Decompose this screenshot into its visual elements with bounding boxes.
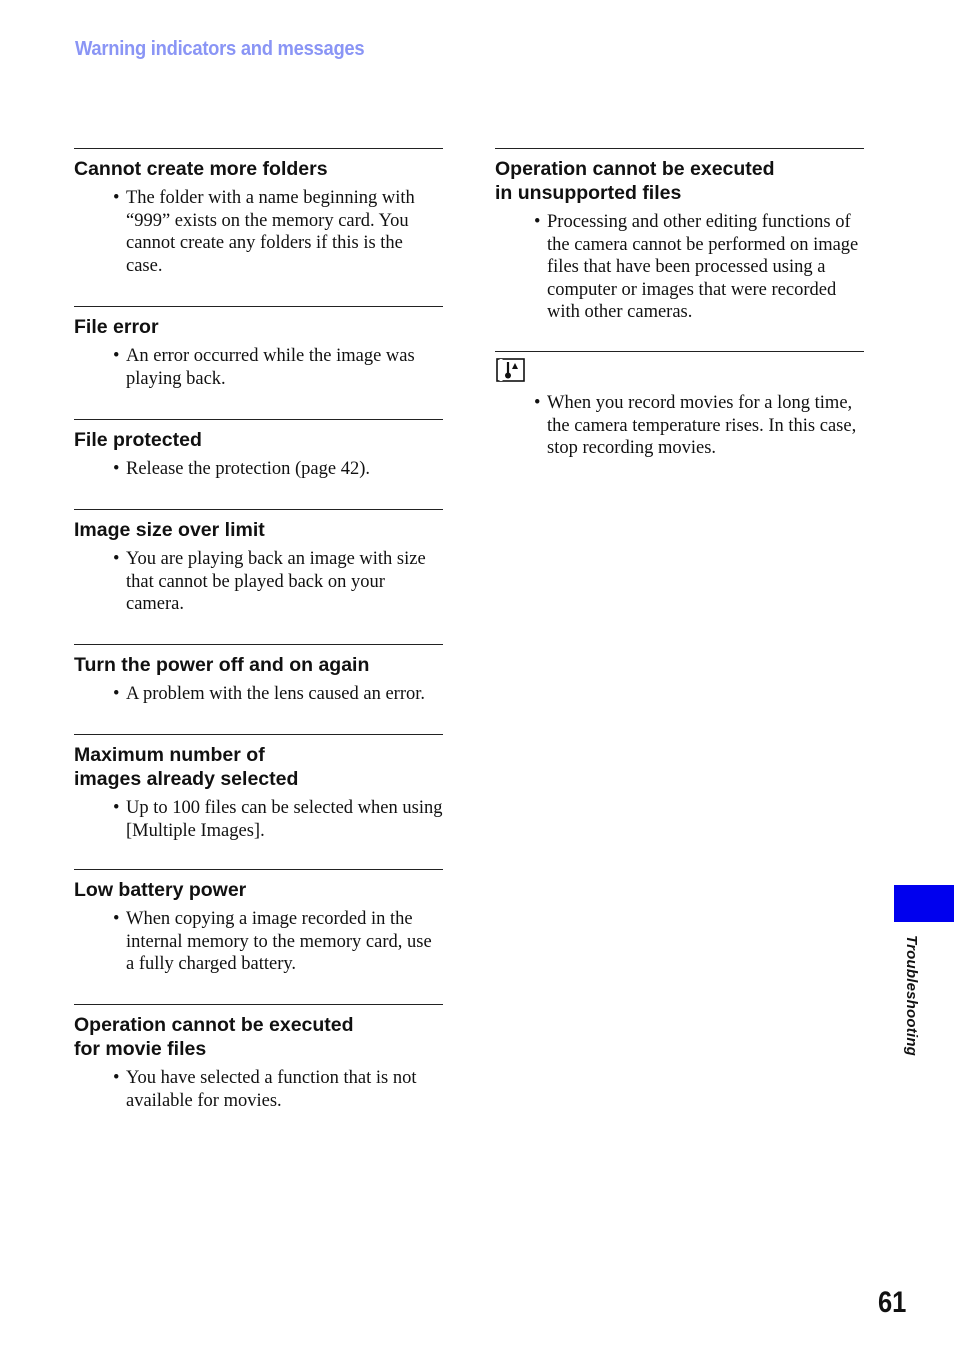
message-title-line: in unsupported files: [495, 182, 682, 204]
message-max-images-selected: [74, 734, 443, 869]
message-file-protected: [74, 419, 443, 509]
message-title-line: Maximum number of: [74, 744, 265, 766]
message-description: • You have selected a function that is not available for movies.: [126, 1067, 443, 1112]
message-title: Cannot create more folders: [74, 158, 328, 180]
temperature-warning-icon: [495, 357, 527, 388]
message-title: [74, 743, 443, 791]
message-low-battery: [74, 869, 443, 1004]
message-description: • When copying a image recorded in the internal memory to the memory card, use a fully charged battery.: [126, 908, 443, 976]
message-description: • The folder with a name beginning with “999” exists on the memory card. You cannot create any folders if this is the case.: [126, 187, 443, 277]
message-description: • Processing and other editing functions of the camera cannot be performed on image files that have been processed using a computer or images that were recorded with other cameras.: [547, 211, 864, 324]
message-movie-files: [74, 1004, 443, 1123]
message-description: • Release the protection (page 42).: [126, 458, 443, 481]
message-description: • When you record movies for a long time, the camera temperature rises. In this case, stop recording movies.: [547, 392, 864, 460]
message-power-off-on: [74, 644, 443, 734]
message-title: Image size over limit: [74, 519, 265, 541]
message-title-line: Operation cannot be executed: [495, 158, 775, 180]
message-title-line: images already selected: [74, 768, 299, 790]
message-title: File protected: [74, 429, 202, 451]
message-title: Low battery power: [74, 879, 247, 901]
message-file-error: [74, 306, 443, 419]
message-title-line: Operation cannot be executed: [74, 1014, 354, 1036]
page-number: 61: [878, 1286, 907, 1319]
message-description: • An error occurred while the image was playing back.: [126, 345, 443, 390]
message-title: Turn the power off and on again: [74, 654, 370, 676]
section-header: Warning indicators and messages: [75, 38, 365, 60]
message-title-line: for movie files: [74, 1038, 207, 1060]
left-column: [74, 148, 443, 1123]
message-description: • A problem with the lens caused an error.: [126, 683, 443, 706]
message-description: • Up to 100 files can be selected when using [Multiple Images].: [126, 797, 443, 842]
message-description: • You are playing back an image with size that cannot be played back on your camera.: [126, 548, 443, 616]
message-title: [74, 1013, 443, 1061]
right-column: [495, 148, 864, 477]
message-unsupported-files: [495, 148, 864, 351]
chapter-tab-marker: [894, 885, 954, 922]
message-title: [495, 157, 864, 205]
message-cannot-create-folders: [74, 148, 443, 306]
message-image-size-over-limit: [74, 509, 443, 644]
message-title: File error: [74, 316, 159, 338]
chapter-side-label: Troubleshooting: [903, 935, 920, 1057]
message-temperature-warning: [495, 351, 864, 477]
